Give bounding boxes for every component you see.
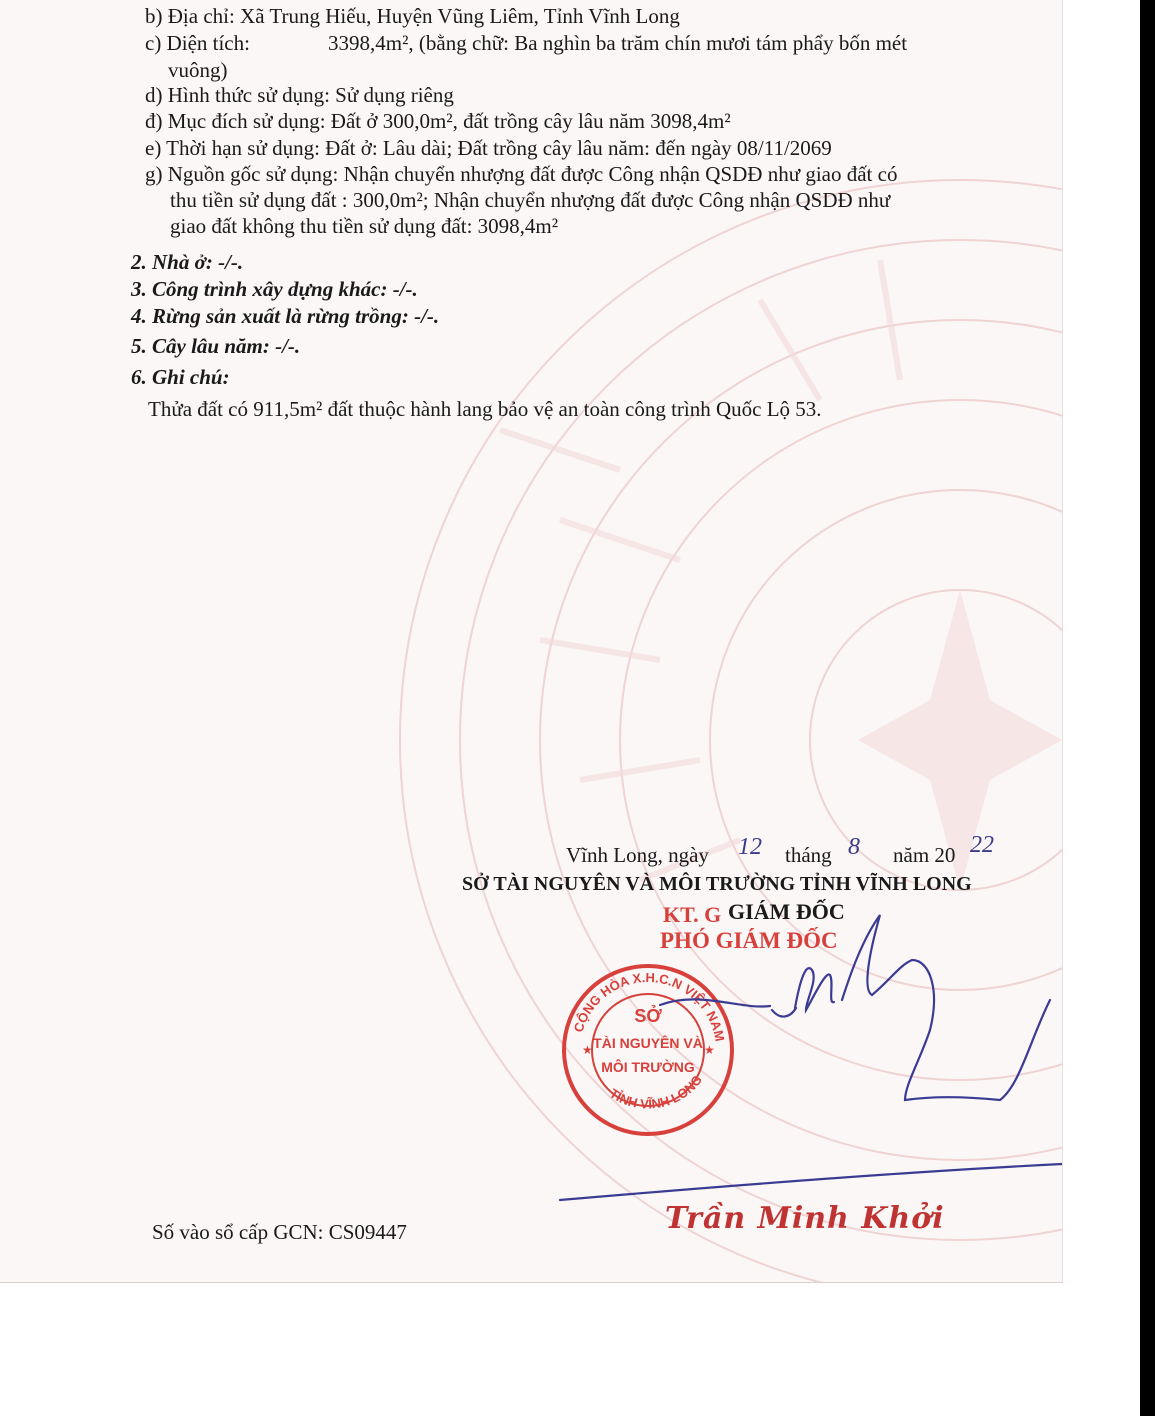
section-house: 2. Nhà ở: -/-. — [131, 250, 244, 274]
registry-number: Số vào sổ cấp GCN: CS09447 — [152, 1220, 407, 1244]
date-day: 12 — [738, 834, 762, 860]
agency-name: SỞ TÀI NGUYÊN VÀ MÔI TRƯỜNG TỈNH VĨNH LONG — [462, 873, 972, 895]
origin-line-2: thu tiền sử dụng đất : 300,0m²; Nhận chuyển nhượng đất được Công nhận QSDĐ như — [170, 188, 891, 212]
seal-star-left: ★ — [582, 1043, 593, 1057]
seal-ring-top: CỘNG HÒA X.H.C.N VIỆT NAM — [570, 969, 728, 1043]
seal-star-right: ★ — [704, 1043, 715, 1057]
seal-center-2: TÀI NGUYÊN VÀ — [593, 1035, 703, 1051]
area-label: c) Diện tích: — [145, 31, 250, 55]
signer-name: Trần Minh Khởi — [665, 1201, 945, 1236]
area-value: 3398,4m², (bằng chữ: Ba nghìn ba trăm chín mươi tám phẩy bốn mét — [328, 31, 908, 55]
date-year-suffix: 22 — [970, 832, 994, 858]
date-month-label: tháng — [785, 843, 832, 867]
seal-center-1: SỞ — [634, 1006, 662, 1026]
address-line: b) Địa chỉ: Xã Trung Hiếu, Huyện Vũng Liêm, Tỉnh Vĩnh Long — [145, 4, 680, 28]
usage-purpose-line: đ) Mục đích sử dụng: Đất ở 300,0m², đất trồng cây lâu năm 3098,4m² — [145, 109, 731, 133]
section-notes-heading: 6. Ghi chú: — [131, 365, 230, 389]
section-other-works: 3. Công trình xây dựng khác: -/-. — [131, 277, 418, 301]
seal-ring-bottom: TỈNH VĨNH LONG — [606, 1072, 706, 1112]
note-text: Thửa đất có 911,5m² đất thuộc hành lang bảo vệ an toàn công trình Quốc Lộ 53. — [148, 397, 822, 421]
origin-line-1: g) Nguồn gốc sử dụng: Nhận chuyển nhượng đất được Công nhận QSDĐ như giao đất có — [145, 162, 898, 186]
kt-prefix: KT. G — [663, 902, 722, 927]
scan-edge-strip — [1140, 0, 1155, 1416]
section-perennial: 5. Cây lâu năm: -/-. — [131, 334, 301, 358]
origin-line-3: giao đất không thu tiền sử dụng đất: 3098,4m² — [170, 214, 559, 238]
deputy-director-title: PHÓ GIÁM ĐỐC — [660, 928, 838, 953]
date-prefix: Vĩnh Long, ngày — [566, 843, 709, 867]
seal-center-3: MÔI TRƯỜNG — [601, 1059, 695, 1075]
director-title: GIÁM ĐỐC — [728, 899, 845, 924]
date-month: 8 — [848, 834, 860, 860]
date-year-label: năm 20 — [893, 843, 956, 867]
section-forest: 4. Rừng sản xuất là rừng trồng: -/-. — [131, 304, 440, 328]
usage-form-line: d) Hình thức sử dụng: Sử dụng riêng — [145, 83, 454, 107]
area-value-cont: vuông) — [168, 58, 228, 82]
usage-term-line: e) Thời hạn sử dụng: Đất ở: Lâu dài; Đất trồng cây lâu năm: đến ngày 08/11/2069 — [145, 136, 832, 160]
